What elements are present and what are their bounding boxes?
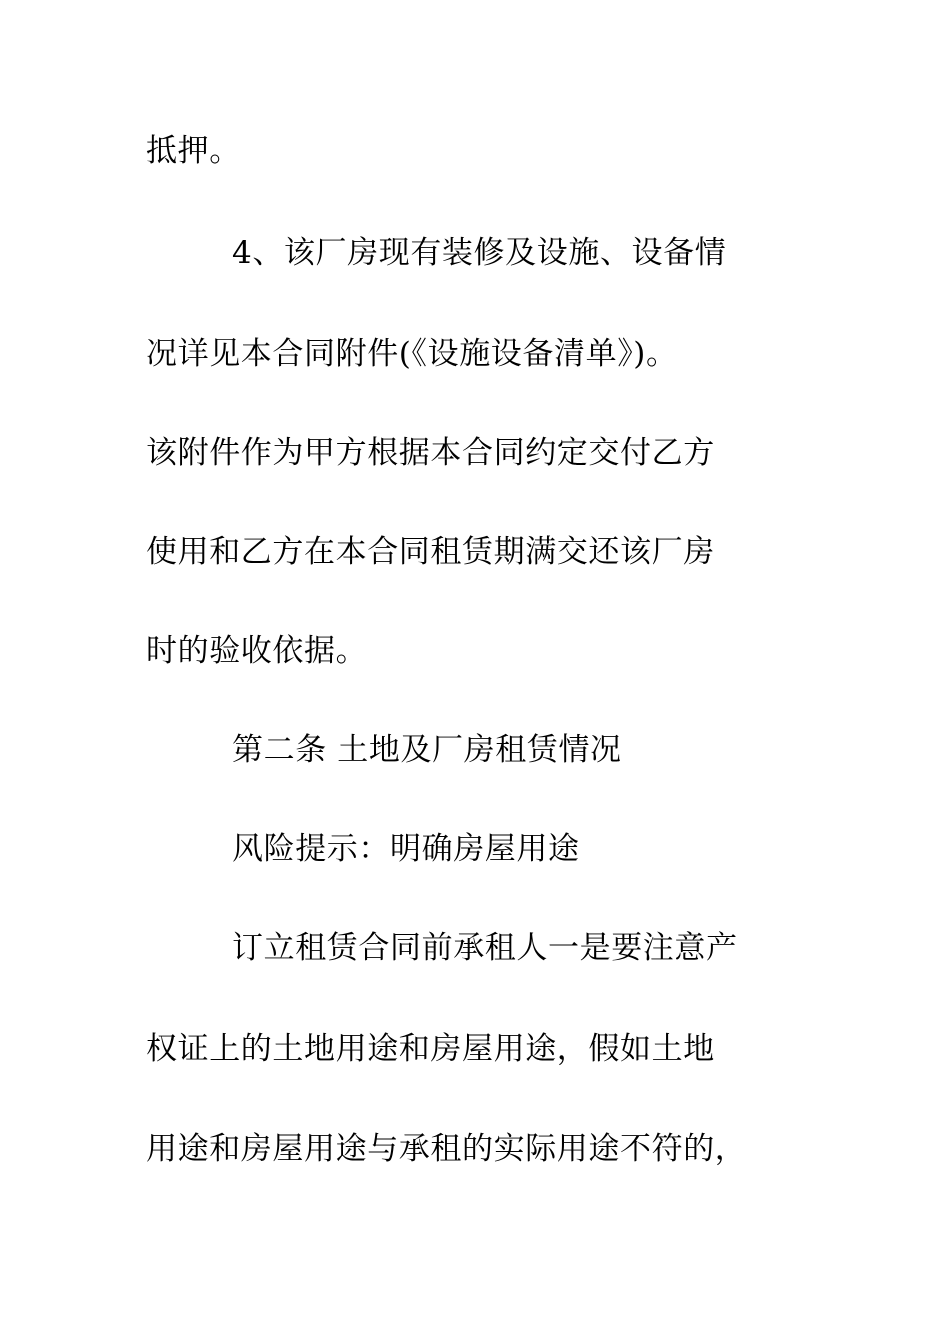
paragraph-line: 权证上的土地用途和房屋用途，假如土地 <box>146 1031 715 1067</box>
paragraph-line: 况详见本合同附件(《设施设备清单》)。 <box>146 336 678 372</box>
paragraph-line: 该附件作为甲方根据本合同约定交付乙方 <box>146 435 715 471</box>
paragraph-line: 用途和房屋用途与承租的实际用途不符的， <box>146 1131 747 1167</box>
risk-tip-heading: 风险提示：明确房屋用途 <box>232 831 580 867</box>
section-heading: 第二条 土地及厂房租赁情况 <box>232 732 622 768</box>
paragraph-line: 时的验收依据。 <box>146 633 368 669</box>
paragraph-line: 使用和乙方在本合同租赁期满交还该厂房 <box>146 534 715 570</box>
paragraph-line: 抵押。 <box>146 133 241 169</box>
paragraph-line: 订立租赁合同前承租人一是要注意产 <box>232 930 738 966</box>
paragraph-line: 4、该厂房现有装修及设施、设备情 <box>232 235 727 271</box>
